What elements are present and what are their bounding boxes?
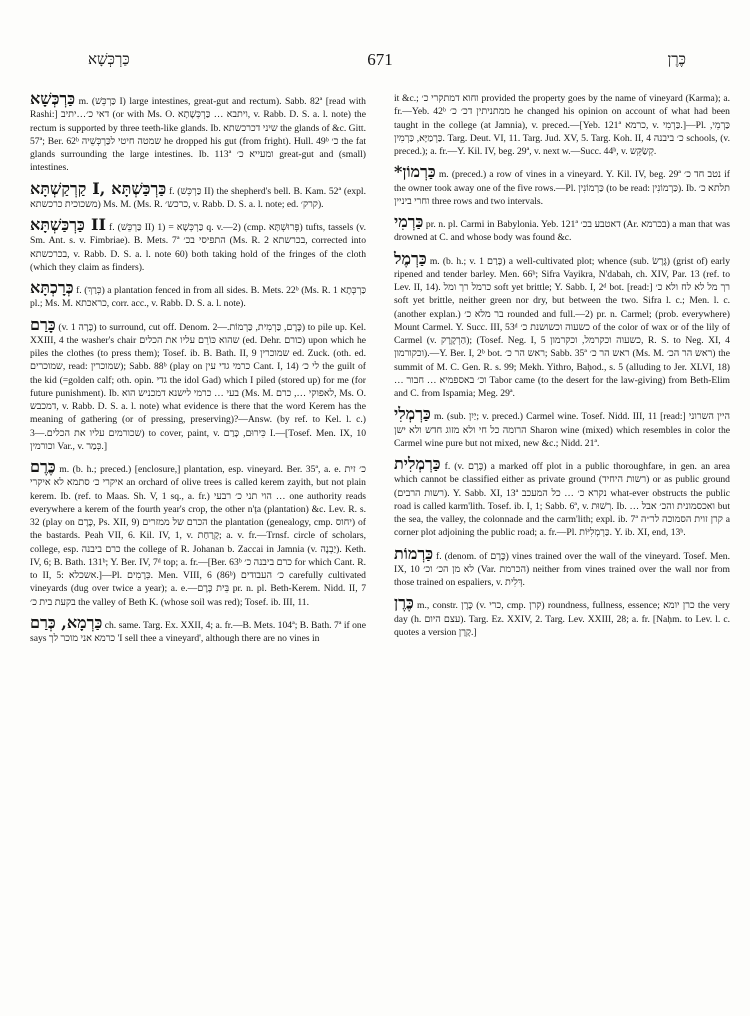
entry-headword: *כַּרְמוֹן xyxy=(394,162,436,182)
entry-text: f. (כַּרְכֵּשׁ II) the shepherd's bell. B. Kam. 52ª (expl. משכוכית כרכשתא) Ms. M. (Ms. R. כרכש׳, v. Rabb. D. S. a. l. note; ed. קרק׳). xyxy=(30,185,366,210)
dictionary-entry xyxy=(30,89,366,175)
dictionary-entry xyxy=(30,314,367,454)
entry-text: it &c.; וחוא דמתקרי כ׳ provided the property goes by the name of vineyard (Karma); a. fr.—Yeb. 42ᵇ ממתניתין דכ׳ כ׳ he changed his opinion on account of what had been taught in the college (at Jamnia), v. preced.—[Yeb. 121ª כרמא, v. כַּרְמִי.]—Pl. כַּרְמֵי, כַּרְמַיָּא, כַּרְמִין. Targ. Deut. VI, 11. Targ. Jud. XV, 5. Targ. Koh. II, 4 כ׳ ביבנה schools, (v. preced.); a. fr.—Y. Kil. IV, beg. 29ª, v. next w.—Succ. 44ᵇ, v. קְשַׂקֵּש. xyxy=(394,93,730,157)
dictionary-entry xyxy=(394,248,731,401)
entry-text: m., constr. כֶּרֶן (v. כרי, cmp. קרן) roundness, fullness, essence; כרן יומא the very day (h. עצם היום). Targ. Ez. XXIV, 2. Targ. Lev. XXIII, 28; a. fr. [Naḥm. to Lev. l. c. quotes a version קָרָן.] xyxy=(394,600,730,638)
entry-text: ch. same. Targ. Ex. XXII, 4; a. fr.—B. Mets. 104ª; B. Bath. 7ª if one says כרמא אני מוכר לך 'I sell thee a vineyard', although there are no vines in xyxy=(30,619,366,644)
entry-headword: כֶּרֶם xyxy=(30,457,56,476)
entry-headword: כָּרַם xyxy=(30,314,56,334)
entry-headword: כַּרְמְלִי xyxy=(394,404,431,424)
entry-text: f. (denom. of כֶּרֶם) vines trained over the wall of the vineyard. Tosef. Men. IX, 10 לא מן הכ׳ וכ׳ (Var. הכרמת) neither from vines trained over the wall nor from those trained on espaliers, v. דְּלִית. xyxy=(394,550,730,588)
entry-text: m. (b. h.; preced.) [enclosure,] plantation, esp. vineyard. Ber. 35ª, a. e. כ׳ זית איקרי כ׳ סתמא לא איקרי an orchard of olive trees is called kerem zayith, but not plain kerem. Ib. (ref. to Maas. Sh. V, 1 sq., a. fr.) הוי תני כ׳ רבעי … one authority reads everywhere a kerem of the fourth year's crop, the other n'ṭa (plantation) &c. Lev. R. s. 32 (play on כֶּרֶם, Ps. XII, 9) הכרם של ממזרים the plantation (genealogy, cmp. יחוס) of the bastards. Peah VII, 6. Kil. IV, 1, v. קָרַחַת; a. v. fr.—Trnsf. circle of scholars, college, esp. כרם ביבנה the college of R. Johanan b. Zaccai in Jamnia (v. יַבְנֶה). Keth. IV, 6; B. Bath. 131ᵇ; Y. Ber. IV, 7ᵈ top; a. fr.—[Ber. 63ᵇ כרם ביבנה כ׳ for which Cant. R. to II, 5: אשכלא.]—Pl. כְּרָמִים. Men. VIII, 6 (86ᵇ) כ׳ העבודים carefully cultivated vineyards (dug over twice a year); a. e.—בֵּית כֶּרֶם pr. n. pl. Beth-Kerem. Nidd. II, 7 בקעת בית כ׳ the valley of Beth K. (whose soil was red); Tosef. ib. III, 11. xyxy=(30,464,366,608)
dictionary-entry xyxy=(394,212,730,245)
entry-text: f. (v. כֶּרֶם) a marked off plot in a public thoroughfare, in gen. an area which cannot be classified either as private ground (רשות היחיד) or as public ground (רשות הרבים). Y. Sabb. XI, 13ª נקרא כ׳ … כל המעכב what-ever obstructs the public road is called karm'lith. Tosef. ib. I, 1; Sabb. 6ª, v. רְשׁוּת. Ib. … ואכסמונית והכ׳ אבל but the sea, the valley, the colonnade and the carm'lith; expl. ib. 7ª קרן זוית הסמוכה לר״ה a corner plot adjoining the public road; a. fr.—Pl. כַּרְמְלִיּוֹת. Y. ib. XI, end, 13ᵇ. xyxy=(394,461,731,539)
entry-text: pr. n. pl. Carmi in Babylonia. Yeb. 121ª דאטבע בכ׳ (Ar. בכרמא) a man that was drowned at C. and whose body was found &c. xyxy=(394,219,730,244)
dictionary-entry xyxy=(30,457,366,609)
entry-headword: כַּרְמָא, כְּרַם xyxy=(30,612,103,632)
running-header xyxy=(0,50,750,74)
right-column xyxy=(394,92,730,646)
left-column xyxy=(30,89,367,652)
entry-headword: קַרְקַשְׁתָּא I, כַּרְכַּשְׁתָּא xyxy=(30,178,167,198)
entry-headword: כְּרָכְתָּא xyxy=(30,278,74,297)
entry-continuation xyxy=(394,92,730,158)
entry-headword: כַּרְמוֹת xyxy=(394,543,434,563)
dictionary-entry xyxy=(30,278,367,311)
entry-text: f. (כְּרַךְ) a plantation fenced in from all sides. B. Mets. 22ᵇ (Ms. R. 1 כַּרְכְּתָא pl.; Ms. M. כראכתא, corr. acc., v. Rabb. D. S. a. l. note). xyxy=(30,285,367,310)
entry-headword: כַּרְכַּשְׁתָּא II xyxy=(30,215,107,234)
dictionary-entry xyxy=(394,404,730,450)
dictionary-entry xyxy=(394,543,730,590)
right-running-headword: כֶּרֶן xyxy=(667,52,686,68)
entry-headword: כֶּרֶן xyxy=(394,593,414,613)
entry-headword: כַּרְמִי xyxy=(394,212,424,231)
entry-text: m. (b. h.; v. כָּרַם 1) a well-cultivated plot; whence (sub. גֶּרֶשׂ) (grist of) early ripened and tender barley. Men. 66ᵇ; Sifra Vayikra, N'dabah, ch. XIV, Par. 13 (ref. to Lev. II, 14). כרמל רך ומל soft yet brittle; Y. Sabb. I, 2ᵈ bot. [read:] רך מל לא לח ולא כ׳ soft yet brittle, neither green nor dry, but between the two. Sifra l. c.; Men. l. c. (another explan.) בר מלא כ׳ rounded and full.—2) pr. n. Carmel; (prob. everywhere) Mount Carmel. Y. Succ. III, 53ᵈ כשעוה וכשושנת כ׳ of the color of wax or of the lily of Carmel (v. הַרְקֶרֶק); (Tosef. Neg. I, 5 כשעוה וכקרמל, וכקרמון, R. S. to Neg. XI, 4 וכקורמון).—Y. Ber. I, 2ᵇ bot. ראש הר כ׳; Sabb. 35ª ראש הר כ׳ (Ms. M. ראש הר הכ׳) the summit of M. C. Gen. R. s. 99; Mekh. Yithro, Baḥod., s. 5 (alluding to Jer. XLVI, 18) … וכ׳ באספמיא … חבור Tabor came (to the desert for the law-giving) from Beth-Elim and C. from Ispamia; Meg. 29ª. xyxy=(394,255,731,399)
entry-text: (v. כָּרָה 1) to surround, cut off. Denom. כֶּרֶם, כַּרְמִית, כַּרְמוֹת.—2) to pile up. Kel. XXIII, 4 the washer's chair שהוא כּוֹרֵם עליו את הכלים (ed. Dehr. כורם) upon which he piles the clothes (to press them); Tosef. ib. B. Bath. II, 9 שמוכרין ed. Zuck. (oth. ed. שמוכרים, read: שמוכרין); Sabb. 88ᵇ (play on כרמי גדי עין Cant. I, 14) לי כ׳ the guilt of the kid (=golden calf; oth. opin. גדי the idol Gad) which I piled (stored up) for me (for future punishment). Ib. בעי … כרמי לישנא דמכניש הוא (Ms. M. לאפוקי …, כרם, Ms. O. דמכבש, v. Rabb. D. S. a. l. note) what evidence is there that the word Kerem has the meaning of gathering (or of pressing, preserving)?—Answ. (by ref. to Kel. l. c.) שכורמים עליו את הכלים.—3) to cover, paint, v. כִּירוּם, כָּרַם I.—[Tosef. Men. IX, 10 וכורמין Var., v. כְּמַר.] xyxy=(30,321,367,452)
entry-text: m. (כַּרְכֵּשׁ I) large intestines, great-gut and rectum). Sabb. 82ª [read with Rashi:] דאי כ׳…יתיב (or with Ms. O. ויתבא … כַּרְכְּשָׁתָא, v. Rabb. D. S. a. l. note) the rectum is supported by three teeth-like glands. Ib. שיני דכרכשתא the glands of &c. Gitt. 57ª; Ber. 62ᵇ שמטה חיטי לכַּרְכְּשֵׁיה he dropped his gut (from fright). Hull. 49ᵇ כ׳ the fat glands surrounding the large intestines. Ib. 113ª ומעייא כ׳ great-gut and (small) intestines. xyxy=(30,96,366,174)
page-number: 671 xyxy=(367,50,393,69)
entry-headword: כַּרְכְּשָׁא xyxy=(30,89,76,108)
entry-text: m. (sub. יַיִן; v. preced.) Carmel wine. Tosef. Nidd. III, 11 [read:] היין השרוני הרומה כל חי ולא מזוג חדש ולא ישן Sharon wine (mixed) which resembles in color the Carmel wine pure but not mixed, new &c.; Nidd. 21ª. xyxy=(394,411,730,449)
entry-text: f. (כַּרְכֵּשׁ II) 1) = כַּרְכְּשָׁא q. v.—2) (cmp. פְּרוּשְׁתָּא) tufts, tassels (v. Sm. Ant. s. v. Fimbriae). B. Mets. 7ª התפיסי בכ׳ (Ms. R. 2 בכרשתא, corrected into בכרכשתא, v. Rabb. D. S. a. l. note 60) both taking hold of the fringes of the cloth (which they claim as finders). xyxy=(30,222,367,273)
dictionary-entry xyxy=(394,454,731,540)
left-running-headword: כַּרְכְּשָׁא xyxy=(88,52,130,68)
dictionary-entry xyxy=(30,612,366,646)
entry-headword: כַּרְמֶל xyxy=(394,248,427,268)
dictionary-entry xyxy=(30,178,366,212)
entry-text: m. (preced.) a row of vines in a vineyard. Y. Kil. IV, beg. 29ª נטב חד כ׳ if the owner took away one of the five rows.—Pl. כַּרְמוֹנִין (to be read: כַּרְמוֹנִין). Ib. תלתא כ׳ וחרי ביניין three rows and two intervals. xyxy=(394,169,731,207)
entry-headword: כַּרְמְלִית xyxy=(394,454,441,473)
dictionary-entry xyxy=(394,593,730,639)
dictionary-entry xyxy=(30,215,367,274)
dictionary-entry xyxy=(394,162,731,208)
